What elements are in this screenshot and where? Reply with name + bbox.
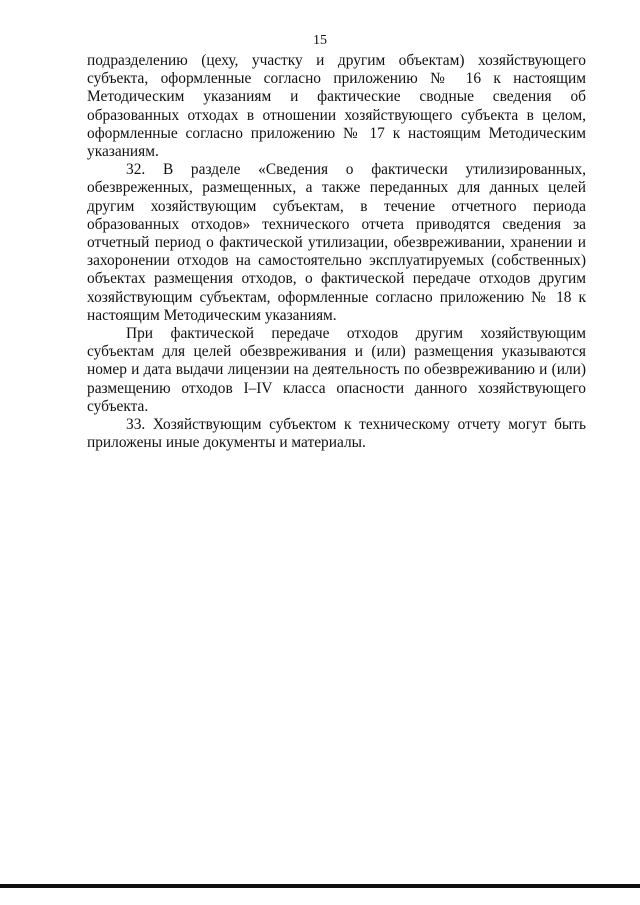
- paragraph-continuation: подразделению (цеху, участку и другим объектам) хозяйствующего субъекта, оформленные согласно приложению № 16 к настоящим Методическим указаниям и фактические сводные сведения об образованных отходах в отношении хозяйствующего субъекта в целом, оформленные согласно приложению № 17 к настоящим Методическим указаниям.: [87, 52, 586, 161]
- paragraph-transfer-license: При фактической передаче отходов другим хозяйствующим субъектам для целей обезвреживания и (или) размещения указываются номер и дата выдачи лицензии на деятельность по обезвреживанию и (или) размещению отходов I–IV класса опасности данного хозяйствующего субъекта.: [87, 325, 586, 415]
- bottom-scan-edge: [0, 884, 640, 888]
- paragraph-item-32: 32. В разделе «Сведения о фактически утилизированных, обезвреженных, размещенных, а также переданных для данных целей другим хозяйствующим субъектам, в течение отчетного периода образованных отходов» технического отчета приводятся сведения за отчетный период о фактической утилизации, обезвреживании, хранении и захоронении отходов на самостоятельно эксплуатируемых (собственных) объектах размещения отходов, о фактической передаче отходов другим хозяйствующим субъектам, оформленные согласно приложению № 18 к настоящим Методическим указаниям.: [87, 161, 586, 324]
- paragraph-item-33: 33. Хозяйствующим субъектом к техническому отчету могут быть приложены иные документы и материалы.: [87, 416, 586, 452]
- document-body: [87, 52, 586, 452]
- page-number: 15: [313, 33, 327, 48]
